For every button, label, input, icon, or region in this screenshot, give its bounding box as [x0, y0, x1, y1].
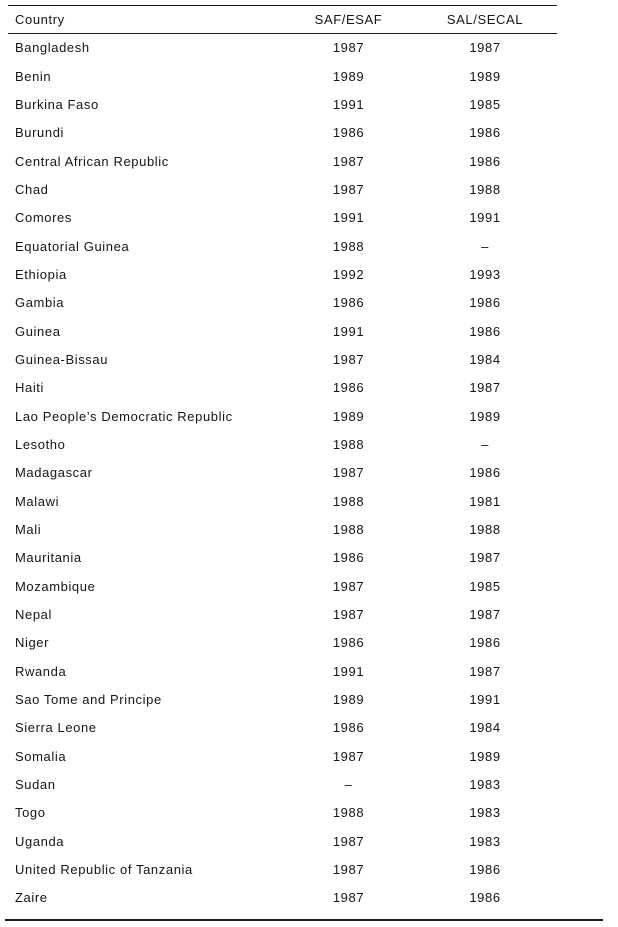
saf-esaf-cell: 1987 [332, 153, 365, 169]
country-cell: United Republic of Tanzania [15, 862, 193, 878]
table-row [8, 714, 557, 742]
sal-secal-cell: 1989 [469, 748, 501, 764]
saf-esaf-cell: 1986 [332, 295, 365, 311]
country-cell: Sao Tome and Principe [15, 692, 162, 708]
country-cell: Haiti [15, 380, 45, 396]
saf-esaf-cell: 1987 [332, 40, 365, 56]
country-cell: Burkina Faso [15, 96, 99, 112]
country-cell: Gambia [15, 295, 65, 311]
saf-esaf-cell: 1987 [332, 181, 365, 197]
table-bottom-rule [5, 919, 603, 921]
table-row [8, 515, 557, 543]
table-row [8, 345, 557, 373]
sal-secal-cell: – [481, 436, 489, 452]
country-cell: Burundi [15, 125, 65, 141]
sal-secal-cell: 1986 [469, 465, 501, 481]
country-cell: Equatorial Guinea [15, 238, 130, 254]
country-cell: Central African Republic [15, 153, 169, 169]
country-cell: Mauritania [15, 550, 82, 566]
table-row [8, 884, 557, 912]
country-cell: Chad [15, 181, 49, 197]
country-cell: Sudan [15, 777, 56, 793]
saf-esaf-cell: 1986 [332, 720, 365, 736]
table-row [8, 799, 557, 827]
country-cell: Uganda [15, 833, 65, 849]
sal-secal-cell: 1986 [469, 635, 501, 651]
saf-esaf-cell: 1988 [332, 493, 365, 509]
saf-esaf-cell: 1987 [332, 833, 365, 849]
table-row [8, 430, 557, 458]
table-row [8, 600, 557, 628]
table-row [8, 827, 557, 855]
sal-secal-cell: 1985 [469, 578, 501, 594]
country-cell: Madagascar [15, 465, 93, 481]
sal-secal-cell: 1991 [469, 692, 501, 708]
sal-secal-cell: 1987 [469, 550, 501, 566]
table-row [8, 34, 557, 62]
table-row [8, 402, 557, 430]
sal-secal-cell: 1989 [469, 68, 501, 84]
country-cell: Bangladesh [15, 40, 90, 56]
table-row [8, 175, 557, 203]
saf-esaf-cell: 1991 [332, 210, 365, 226]
column-header-country: Country [15, 11, 65, 27]
table-row [8, 374, 557, 402]
saf-esaf-cell: 1987 [332, 607, 365, 623]
table-row [8, 232, 557, 260]
table-header-row [8, 6, 557, 33]
sal-secal-cell: 1981 [469, 493, 501, 509]
saf-esaf-cell: 1987 [332, 351, 365, 367]
table-row [8, 629, 557, 657]
table-row [8, 685, 557, 713]
saf-esaf-cell: 1988 [332, 522, 365, 538]
sal-secal-cell: – [481, 238, 489, 254]
sal-secal-cell: 1986 [469, 323, 501, 339]
saf-esaf-cell: 1992 [332, 266, 365, 282]
saf-esaf-cell: 1991 [332, 96, 365, 112]
country-programs-table [8, 5, 557, 912]
table-row [8, 459, 557, 487]
saf-esaf-cell: 1987 [332, 862, 365, 878]
table-row [8, 289, 557, 317]
sal-secal-cell: 1993 [469, 266, 501, 282]
saf-esaf-cell: 1988 [332, 436, 365, 452]
table-row [8, 260, 557, 288]
sal-secal-cell: 1988 [469, 181, 501, 197]
saf-esaf-cell: 1986 [332, 125, 365, 141]
saf-esaf-cell: 1989 [332, 692, 365, 708]
sal-secal-cell: 1986 [469, 295, 501, 311]
country-cell: Sierra Leone [15, 720, 97, 736]
country-cell: Lesotho [15, 436, 66, 452]
sal-secal-cell: 1987 [469, 40, 501, 56]
country-cell: Mozambique [15, 578, 96, 594]
table-row [8, 770, 557, 798]
table-row [8, 572, 557, 600]
saf-esaf-cell: 1986 [332, 635, 365, 651]
country-cell: Mali [15, 522, 42, 538]
country-cell: Nepal [15, 607, 52, 623]
country-cell: Zaire [15, 890, 48, 906]
table-row [8, 855, 557, 883]
sal-secal-cell: 1987 [469, 380, 501, 396]
country-cell: Lao People’s Democratic Republic [15, 408, 233, 424]
table-row [8, 119, 557, 147]
table-row [8, 487, 557, 515]
saf-esaf-cell: 1991 [332, 323, 365, 339]
country-cell: Malawi [15, 493, 60, 509]
sal-secal-cell: 1984 [469, 351, 501, 367]
saf-esaf-cell: 1991 [332, 663, 365, 679]
sal-secal-cell: 1988 [469, 522, 501, 538]
table-row [8, 742, 557, 770]
country-cell: Guinea-Bissau [15, 351, 109, 367]
sal-secal-cell: 1983 [469, 805, 501, 821]
country-cell: Somalia [15, 748, 67, 764]
table-row [8, 147, 557, 175]
sal-secal-cell: 1985 [469, 96, 501, 112]
saf-esaf-cell: 1986 [332, 550, 365, 566]
country-cell: Togo [15, 805, 46, 821]
table-body [8, 34, 557, 913]
sal-secal-cell: 1989 [469, 408, 501, 424]
table-row [8, 657, 557, 685]
country-cell: Guinea [15, 323, 61, 339]
saf-esaf-cell: 1989 [332, 408, 365, 424]
sal-secal-cell: 1986 [469, 890, 501, 906]
saf-esaf-cell: 1987 [332, 465, 365, 481]
saf-esaf-cell: – [344, 777, 353, 793]
sal-secal-cell: 1986 [469, 862, 501, 878]
table-row [8, 90, 557, 118]
table-row [8, 317, 557, 345]
country-cell: Niger [15, 635, 50, 651]
saf-esaf-cell: 1988 [332, 805, 365, 821]
table-row [8, 544, 557, 572]
country-cell: Benin [15, 68, 52, 84]
column-header-saf-esaf: SAF/ESAF [314, 11, 383, 27]
sal-secal-cell: 1991 [469, 210, 501, 226]
country-cell: Rwanda [15, 663, 67, 679]
country-cell: Ethiopia [15, 266, 67, 282]
column-header-sal-secal: SAL/SECAL [446, 11, 524, 27]
sal-secal-cell: 1986 [469, 125, 501, 141]
saf-esaf-cell: 1988 [332, 238, 365, 254]
sal-secal-cell: 1986 [469, 153, 501, 169]
country-cell: Comores [15, 210, 72, 226]
saf-esaf-cell: 1986 [332, 380, 365, 396]
sal-secal-cell: 1987 [469, 663, 501, 679]
saf-esaf-cell: 1987 [332, 578, 365, 594]
table-row [8, 62, 557, 90]
saf-esaf-cell: 1987 [332, 748, 365, 764]
saf-esaf-cell: 1987 [332, 890, 365, 906]
sal-secal-cell: 1987 [469, 607, 501, 623]
sal-secal-cell: 1983 [469, 833, 501, 849]
table-row [8, 204, 557, 232]
sal-secal-cell: 1983 [469, 777, 501, 793]
saf-esaf-cell: 1989 [332, 68, 365, 84]
sal-secal-cell: 1984 [469, 720, 501, 736]
